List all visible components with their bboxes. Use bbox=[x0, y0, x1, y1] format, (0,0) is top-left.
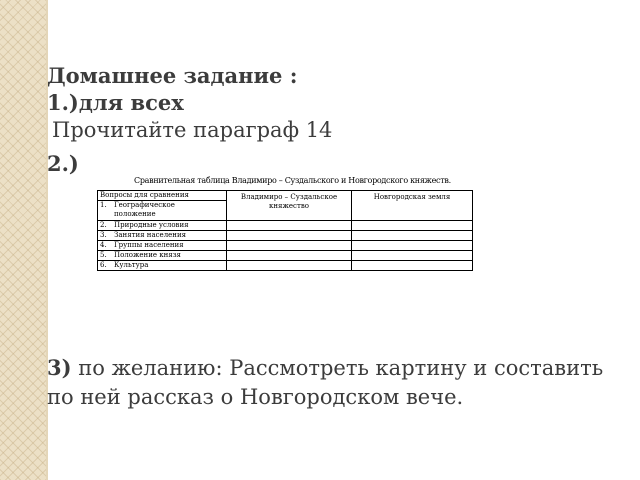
row-number: 2. bbox=[100, 221, 107, 229]
decorative-side-stripe bbox=[0, 0, 46, 480]
homework-title: Домашнее задание : bbox=[47, 63, 298, 88]
task-2-heading: 2.) bbox=[47, 151, 79, 176]
row-number: 1. bbox=[100, 201, 107, 209]
task-3-text: по желанию: Рассмотреть картину и составить по ней рассказ о Новгородском вече. bbox=[47, 356, 604, 409]
row-label: Географическое положение bbox=[114, 201, 175, 218]
table-row bbox=[98, 241, 473, 251]
task-3 bbox=[47, 353, 627, 412]
table-cell bbox=[98, 221, 227, 231]
table-row bbox=[98, 251, 473, 261]
table-cell bbox=[352, 221, 473, 231]
table-header-cell: Вопросы для сравнения bbox=[98, 191, 227, 201]
row-number: 6. bbox=[100, 261, 107, 269]
table-cell bbox=[227, 251, 352, 261]
table-cell bbox=[352, 231, 473, 241]
table-header-cell: Владимиро – Суздальское княжество bbox=[227, 191, 352, 221]
row-label: Положение князя bbox=[114, 251, 181, 259]
task-1-heading: 1.)для всех bbox=[47, 90, 184, 115]
table-cell bbox=[98, 251, 227, 261]
table-cell bbox=[98, 231, 227, 241]
table-cell bbox=[352, 251, 473, 261]
row-number: 5. bbox=[100, 251, 107, 259]
row-number: 4. bbox=[100, 241, 107, 249]
table-cell bbox=[227, 221, 352, 231]
table-cell bbox=[352, 261, 473, 271]
task-1-text: Прочитайте параграф 14 bbox=[52, 118, 333, 142]
table-cell bbox=[227, 241, 352, 251]
row-number: 3. bbox=[100, 231, 107, 239]
task-3-number: 3) bbox=[47, 355, 72, 380]
table-cell bbox=[98, 201, 227, 221]
table-row bbox=[98, 231, 473, 241]
table-header-row bbox=[98, 191, 473, 201]
row-label: Природные условия bbox=[114, 221, 189, 229]
table-cell bbox=[352, 241, 473, 251]
table-caption: Сравнительная таблица Владимиро – Суздальского и Новгородского княжеств. bbox=[134, 176, 451, 185]
table-row bbox=[98, 221, 473, 231]
table-cell bbox=[98, 241, 227, 251]
row-label: Занятия населения bbox=[114, 231, 187, 239]
table-cell bbox=[227, 231, 352, 241]
table-cell bbox=[98, 261, 227, 271]
table-header-cell: Новгородская земля bbox=[352, 191, 473, 221]
row-label: Культура bbox=[114, 261, 149, 269]
row-label: Группы населения bbox=[114, 241, 184, 249]
table-cell bbox=[227, 261, 352, 271]
table-row bbox=[98, 261, 473, 271]
comparison-table bbox=[97, 190, 473, 271]
